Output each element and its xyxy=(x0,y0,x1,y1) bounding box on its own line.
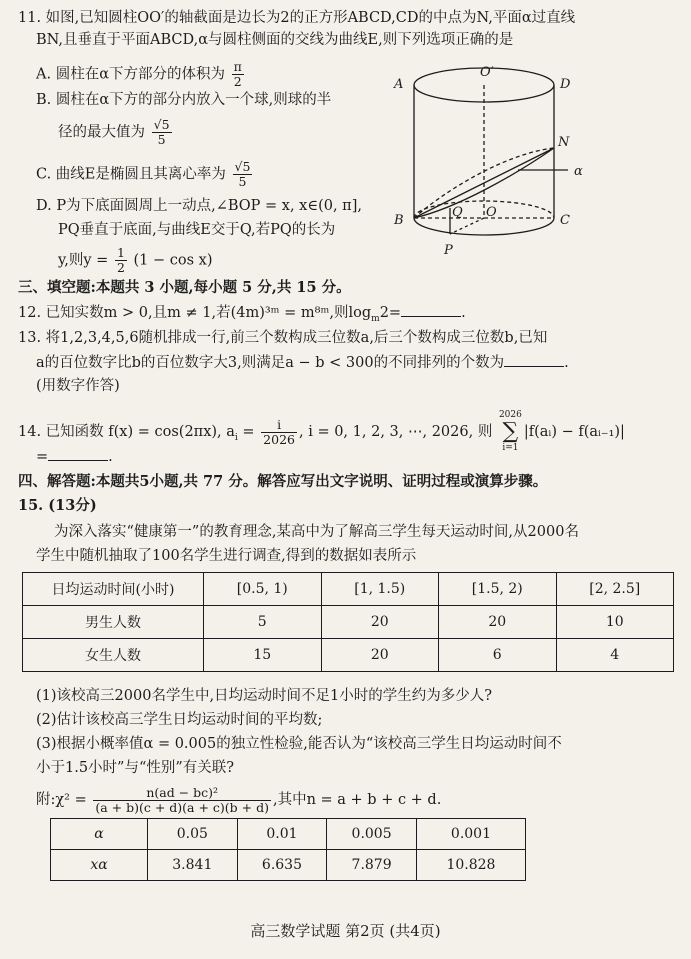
label-b: B xyxy=(394,213,404,228)
table-cell: 15 xyxy=(204,639,322,672)
q12-tail: 2= xyxy=(379,305,402,321)
q14-range: , i = 0, 1, 2, 3, ⋯, 2026, 则 xyxy=(298,424,493,440)
q12-text: 12. 已知实数m > 0,且m ≠ 1,若(4m)³ᵐ = m⁸ᵐ,则log xyxy=(18,305,372,321)
table-cell: 5 xyxy=(204,606,322,639)
label-n: N xyxy=(558,135,570,150)
option-c-text: C. 曲线E是椭圆且其离心率为 xyxy=(36,166,226,183)
label-o: O xyxy=(486,205,497,220)
frac-den: 2 xyxy=(233,74,242,89)
table-cell: 女生人数 xyxy=(23,639,204,672)
sum-top: 2026 xyxy=(498,410,522,420)
q13-line1: 13. 将1,2,3,4,5,6随机排成一行,前三个数构成三位数a,后三个数构成三位数b,已知 xyxy=(18,330,548,346)
table-row xyxy=(51,850,526,881)
option-d-expr: (1 − cos x) xyxy=(133,252,213,269)
q13-text: a的百位数字比b的百位数字大3,则满足a − b < 300的不同排列的个数为 xyxy=(36,355,505,371)
frac-den: 5 xyxy=(157,132,166,147)
q11-stem-line1: 11. 如图,已知圆柱OO′的轴截面是边长为2的正方形ABCD,CD的中点为N,平面α过直线 xyxy=(18,10,576,26)
table-header-cell: [1.5, 2) xyxy=(439,573,557,606)
label-o-prime: O′ xyxy=(480,65,494,80)
table-cell: 0.05 xyxy=(148,819,238,850)
label-q: Q xyxy=(452,205,463,220)
sigma-symbol: ∑ xyxy=(502,419,519,444)
table-cell: 7.879 xyxy=(327,850,417,881)
q15-part1: (1)该校高三2000名学生中,日均运动时间不足1小时的学生约为多少人? xyxy=(36,688,493,704)
option-d-text: y,则y = xyxy=(58,252,109,269)
exercise-time-table xyxy=(22,572,674,672)
q11-option-d-line1: D. P为下底面圆周上一动点,∠BOP = x, x∈(0, π], xyxy=(36,198,362,214)
bottom-front-arc xyxy=(414,218,554,235)
label-p: P xyxy=(444,243,453,258)
label-c: C xyxy=(560,213,570,228)
q12-answer-blank xyxy=(401,302,461,317)
frac-num: π xyxy=(233,59,242,74)
q13-answer-blank xyxy=(504,352,564,367)
q11-stem-line2: BN,且垂直于平面ABCD,α与圆柱侧面的交线为曲线E,则下列选项正确的是 xyxy=(36,32,514,48)
table-cell: 0.005 xyxy=(327,819,417,850)
label-alpha: α xyxy=(574,164,583,179)
sum-bottom: i=1 xyxy=(502,443,519,453)
table-cell: α xyxy=(51,819,148,850)
q12-sub: m xyxy=(371,313,380,324)
table-row xyxy=(51,819,526,850)
q11-option-a xyxy=(36,60,246,89)
q15-part3-line2: 小于1.5小时”与“性别”有关联? xyxy=(36,760,235,776)
frac-num: i xyxy=(261,418,297,433)
table-cell: 20 xyxy=(321,606,439,639)
frac-den: 2 xyxy=(116,260,125,275)
table-cell: 男生人数 xyxy=(23,606,204,639)
frac-num: √5 xyxy=(153,117,170,132)
frac-num: 1 xyxy=(116,245,125,260)
critical-value-table xyxy=(50,818,526,881)
segment-op xyxy=(450,218,484,234)
option-a-text: A. 圆柱在α下方部分的体积为 xyxy=(36,66,225,83)
option-c-fraction xyxy=(233,160,253,189)
table-cell: 10 xyxy=(556,606,674,639)
bottom-back-arc xyxy=(414,201,554,218)
q11-option-b-line2 xyxy=(58,118,174,147)
q13-line2: a的百位数字比b的百位数字大3,则满足a − b < 300的不同排列的个数为 . xyxy=(36,352,569,373)
cylinder-figure xyxy=(388,58,598,268)
q14-eq: = xyxy=(237,424,255,440)
q14-fraction xyxy=(261,418,297,447)
q14-answer-blank xyxy=(48,446,108,461)
section-3-heading: 三、填空题:本题共 3 小题,每小题 5 分,共 15 分。 xyxy=(18,279,351,296)
q15-intro-line2: 学生中随机抽取了100名学生进行调查,得到的数据如表所示 xyxy=(36,548,417,564)
q14-prefix: 14. 已知函数 f(x) = cos(2πx), a xyxy=(18,424,235,440)
q14-answer-prefix: = xyxy=(36,449,49,465)
formula-prefix: 附:χ² = xyxy=(36,792,87,808)
label-a: A xyxy=(394,77,404,92)
page-footer: 高三数学试题 第2页 (共4页) xyxy=(250,922,441,940)
table-cell: 20 xyxy=(321,639,439,672)
option-a-fraction xyxy=(232,60,244,89)
q15-appendix-formula xyxy=(36,784,441,816)
table-header-cell: [0.5, 1) xyxy=(204,573,322,606)
label-d: D xyxy=(560,77,571,92)
option-b-text: 径的最大值为 xyxy=(58,124,145,141)
option-b-fraction xyxy=(152,118,172,147)
q11-option-d-line2: PQ垂直于底面,与曲线E交于Q,若PQ的长为 xyxy=(58,222,336,238)
table-cell: 6 xyxy=(439,639,557,672)
q11-option-c xyxy=(36,160,254,189)
section-4-heading: 四、解答题:本题共5小题,共 77 分。解答应写出文字说明、证明过程或演算步骤。 xyxy=(18,473,548,490)
chi-square-fraction xyxy=(93,786,271,815)
table-cell: xα xyxy=(51,850,148,881)
q11-option-b-line1: B. 圆柱在α下方的部分内放入一个球,则球的半 xyxy=(36,92,332,108)
q14-sub: i xyxy=(234,432,238,443)
formula-suffix: ,其中n = a + b + c + d. xyxy=(272,792,442,808)
q14-answer: = . xyxy=(36,446,113,467)
table-cell: 0.001 xyxy=(416,819,525,850)
frac-num: n(ad − bc)² xyxy=(93,786,271,801)
q14-summation xyxy=(499,410,522,454)
q15-part2: (2)估计该校高三学生日均运动时间的平均数; xyxy=(36,712,323,728)
table-cell: 4 xyxy=(556,639,674,672)
table-cell: 10.828 xyxy=(416,850,525,881)
table-row xyxy=(23,639,674,672)
table-cell: 0.01 xyxy=(237,819,327,850)
q11-option-d-line3 xyxy=(58,246,213,275)
table-cell: 20 xyxy=(439,606,557,639)
table-row xyxy=(23,606,674,639)
table-cell: 3.841 xyxy=(148,850,238,881)
q13-line3: (用数字作答) xyxy=(36,378,120,394)
q15-intro-line1: 为深入落实“健康第一”的教育理念,某高中为了解高三学生每天运动时间,从2000名 xyxy=(54,524,579,540)
q15-head: 15. (13分) xyxy=(18,497,97,514)
table-header-cell: [2, 2.5] xyxy=(556,573,674,606)
q14-body: |f(aᵢ) − f(aᵢ₋₁)| xyxy=(523,424,625,440)
frac-den: 5 xyxy=(238,174,247,189)
q15-part3-line1: (3)根据小概率值α = 0.005的独立性检验,能否认为“该校高三学生日均运动时间不 xyxy=(36,736,562,752)
frac-num: √5 xyxy=(234,159,251,174)
table-cell: 6.635 xyxy=(237,850,327,881)
table-header-cell: 日均运动时间(小时) xyxy=(23,573,204,606)
frac-den: 2026 xyxy=(263,431,295,447)
q12: 12. 已知实数m > 0,且m ≠ 1,若(4m)³ᵐ = m⁸ᵐ,则$\log_m2=$ . xyxy=(18,302,466,329)
table-header-row xyxy=(23,573,674,606)
table-header-cell: [1, 1.5) xyxy=(321,573,439,606)
option-d-fraction xyxy=(115,246,127,275)
frac-den: (a + b)(c + d)(a + c)(b + d) xyxy=(95,799,269,815)
